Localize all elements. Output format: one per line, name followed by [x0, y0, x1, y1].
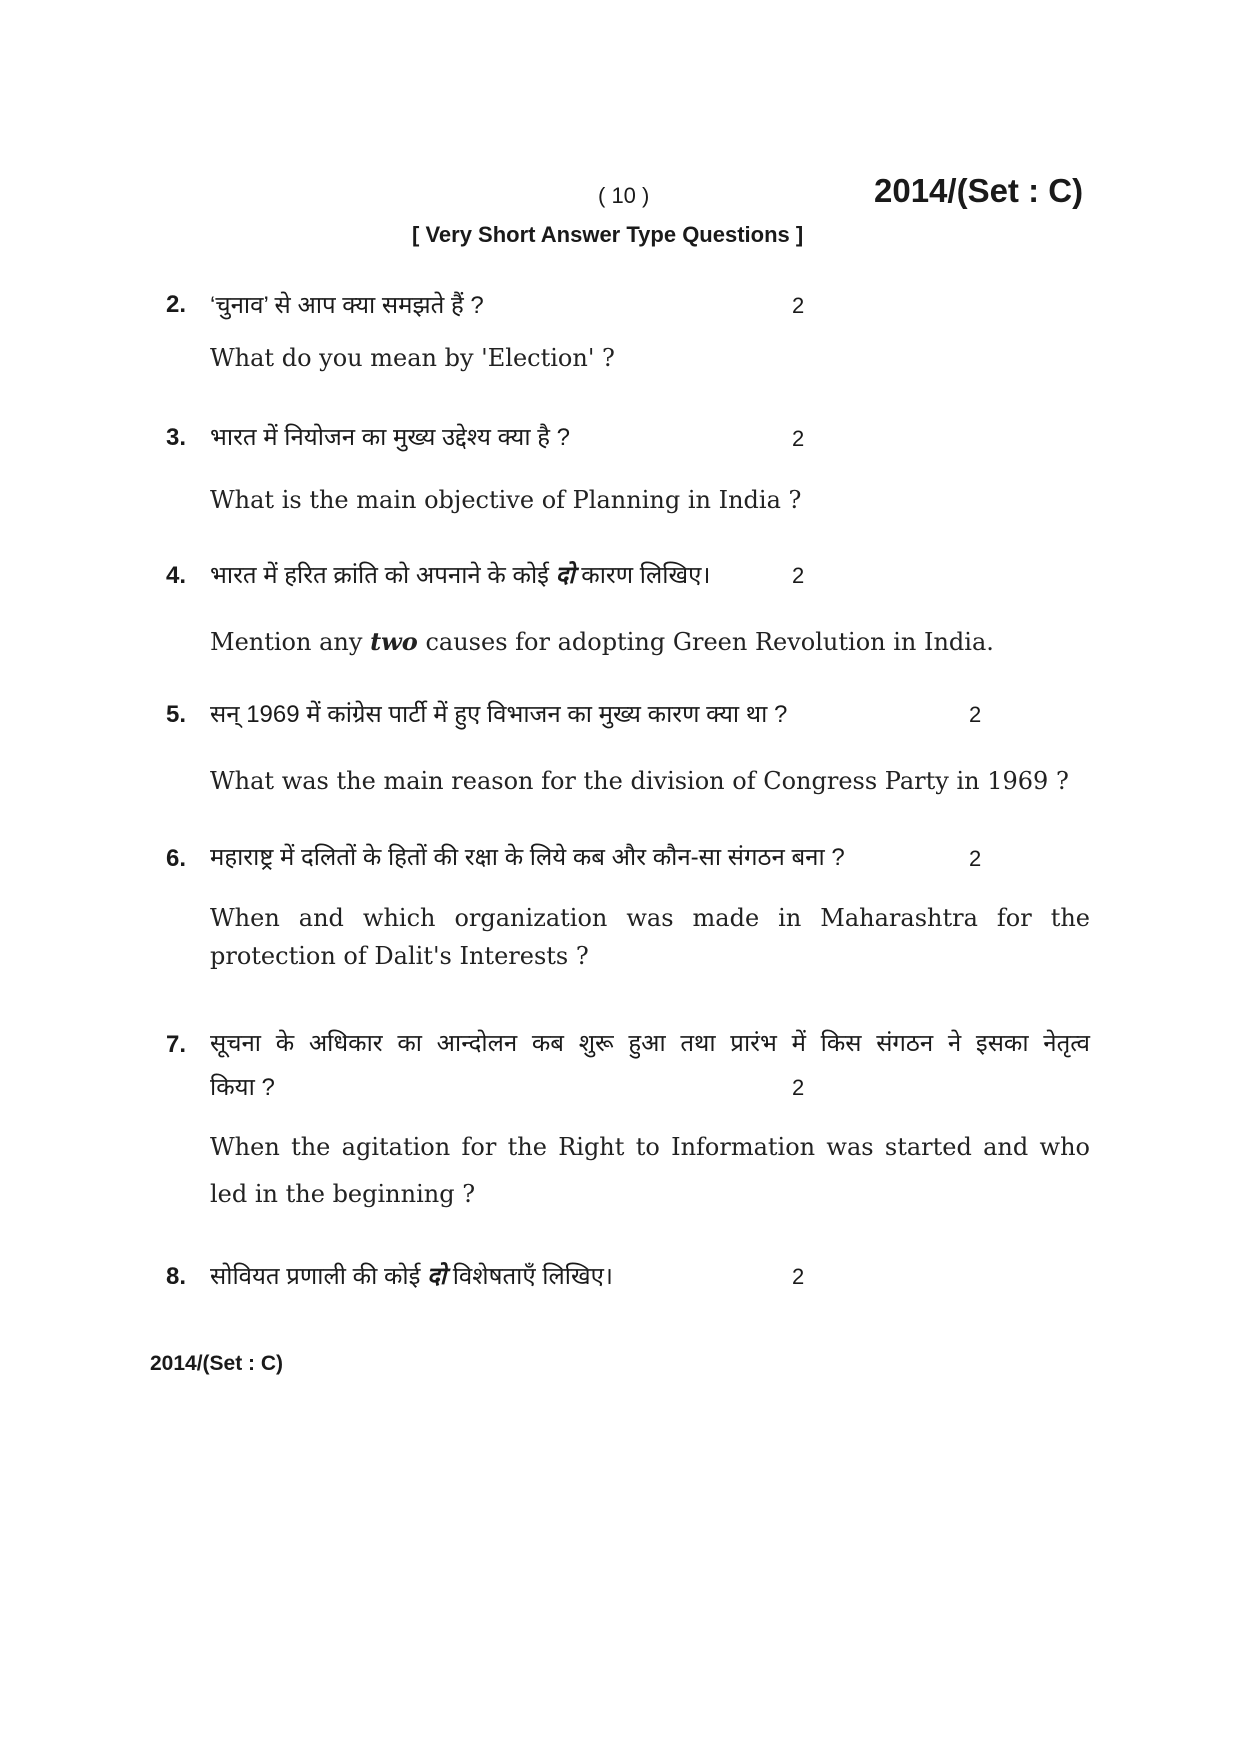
question-marks: 2 — [969, 846, 982, 871]
question-marks: 2 — [792, 293, 805, 318]
question-english: What is the main objective of Planning in India ? — [210, 486, 802, 514]
set-label-header: 2014/(Set : C) — [874, 172, 1084, 209]
question-english: What was the main reason for the division of Congress Party in 1969 ? — [210, 767, 1069, 795]
question-hindi-emphasis: दो — [427, 1263, 447, 1290]
question-english-line: led in the beginning ? — [210, 1180, 476, 1208]
question-marks: 2 — [969, 702, 982, 727]
question-hindi: भारत में नियोजन का मुख्य उद्देश्य क्या है ? — [210, 424, 570, 451]
question-hindi-text: विशेषताएँ लिखिए। — [452, 1263, 614, 1290]
question-number: 5. — [166, 701, 187, 728]
question-marks: 2 — [792, 563, 805, 588]
question-marks: 2 — [792, 1264, 805, 1289]
question-hindi-line: सूचना के अधिकार का आन्दोलन कब शुरू हुआ तथा प्रारंभ में किस संगठन ने इसका नेतृत्व — [210, 1030, 1090, 1057]
set-label-footer: 2014/(Set : C) — [150, 1352, 284, 1375]
question-hindi: सन् 1969 में कांग्रेस पार्टी में हुए विभाजन का मुख्य कारण क्या था ? — [210, 701, 788, 728]
question-number: 6. — [166, 845, 187, 872]
question-hindi-text: कारण लिखिए। — [581, 562, 711, 589]
page-number: ( 10 ) — [598, 183, 650, 208]
question-number: 8. — [166, 1263, 187, 1290]
question-hindi-text: भारत में हरित क्रांति को अपनाने के कोई — [210, 562, 549, 589]
question-number: 3. — [166, 424, 187, 451]
question-english: What do you mean by 'Election' ? — [210, 344, 615, 372]
question-number: 7. — [166, 1031, 187, 1058]
question-english-emphasis: two — [370, 627, 418, 656]
question-english — [210, 627, 994, 656]
question-hindi-emphasis: दो — [555, 562, 575, 589]
question-english-text: causes for adopting Green Revolution in India. — [425, 628, 994, 656]
question-number: 2. — [166, 291, 187, 318]
question-hindi — [210, 558, 710, 591]
question-english-line: protection of Dalit's Interests ? — [210, 942, 589, 970]
question-number: 4. — [166, 562, 187, 589]
question-english-line: When and which organization was made in Maharashtra for the — [210, 904, 1090, 932]
question-english-line: When the agitation for the Right to Information was started and who — [210, 1133, 1090, 1161]
question-hindi-line: किया ? — [210, 1074, 275, 1101]
question-marks: 2 — [792, 1075, 805, 1100]
question-hindi — [210, 1259, 613, 1292]
question-hindi: महाराष्ट्र में दलितों के हितों की रक्षा के लिये कब और कौन-सा संगठन बना ? — [210, 844, 845, 871]
question-hindi: ‘चुनाव’ से आप क्या समझते हैं ? — [210, 292, 484, 319]
question-hindi-text: सोवियत प्रणाली की कोई — [210, 1263, 421, 1290]
question-english-text: Mention any — [210, 628, 363, 656]
question-marks: 2 — [792, 426, 805, 451]
section-heading: [ Very Short Answer Type Questions ] — [412, 222, 804, 247]
